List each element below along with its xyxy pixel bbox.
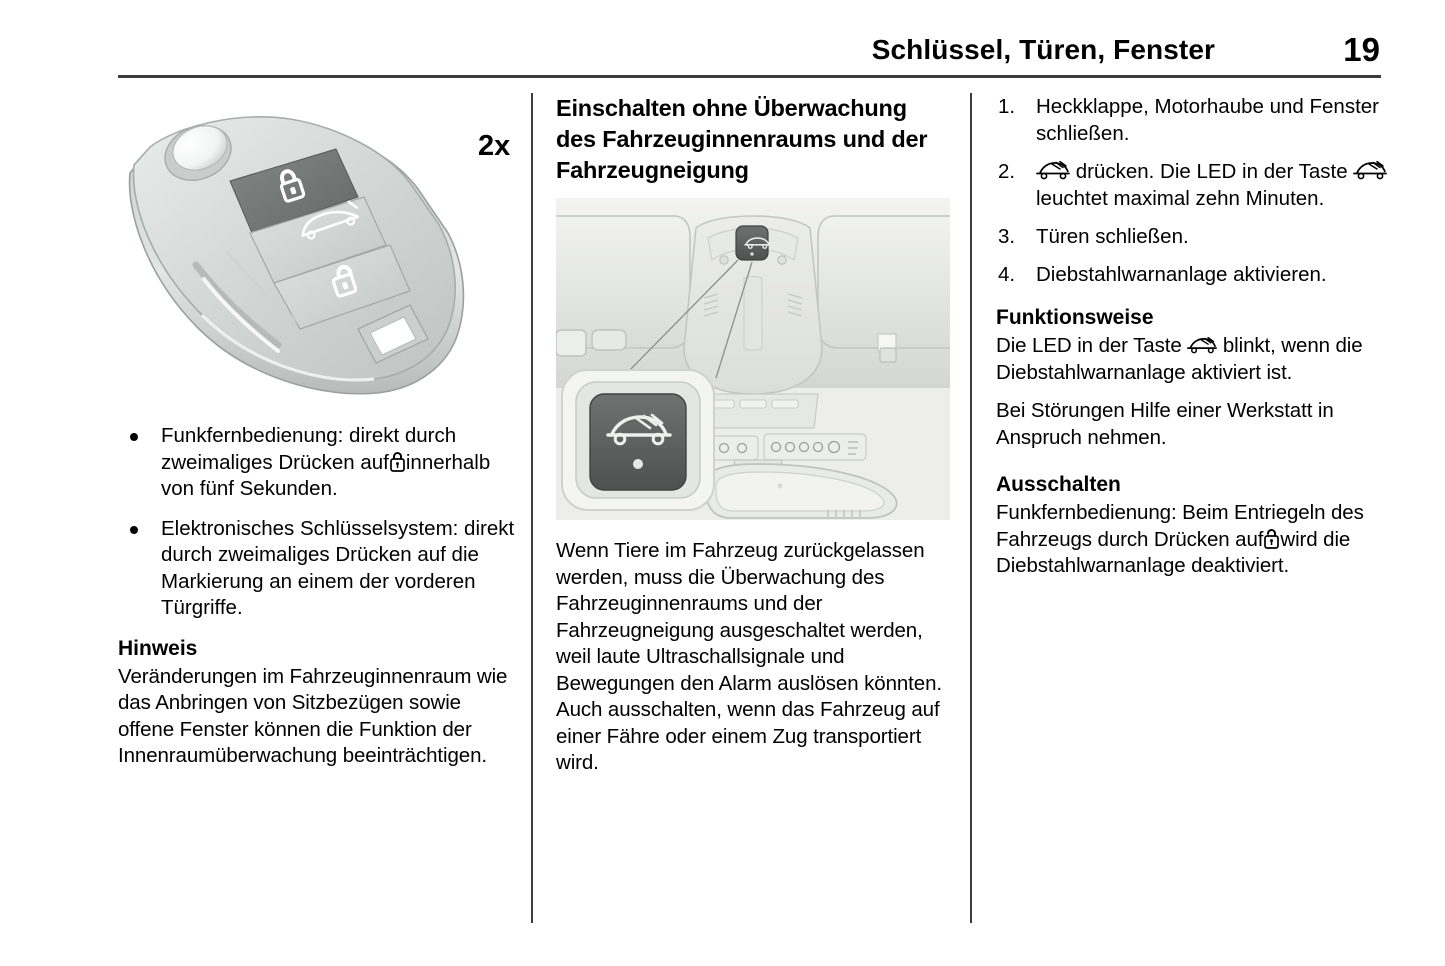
console-screw-right — [778, 256, 786, 264]
function-section — [996, 304, 1388, 451]
sun-visor-right — [818, 216, 950, 348]
car-alarm-icon — [1353, 160, 1387, 179]
deactivate-text-after: wird die Diebstahlwarnanlage deaktiviert. — [996, 527, 1351, 577]
list-item — [996, 93, 1388, 147]
list-item — [118, 516, 516, 622]
middle-column-heading: Einschalten ohne Überwachung des Fahrzeuginnenraums und der Fahrzeugneigung — [556, 95, 928, 183]
key-fob-figure — [118, 93, 518, 423]
bullet-text-part2: innerhalb von fünf Sekunden. — [161, 450, 491, 500]
deactivate-heading: Ausschalten — [996, 473, 1121, 496]
console-screw-left — [720, 256, 728, 264]
step-number: 1. — [998, 95, 1016, 118]
list-item — [996, 261, 1388, 288]
sun-visor-left — [556, 216, 690, 348]
middle-column — [556, 93, 952, 777]
bullet-dot — [130, 433, 138, 441]
function-paragraph-2: Bei Störungen Hilfe einer Werkstatt in Anspruch nehmen. — [996, 399, 1334, 449]
column-divider-1 — [531, 93, 533, 923]
bullet-text-part1: Funkfernbedienung: direkt durch zweimaliges Drücken auf — [161, 424, 457, 474]
car-alarm-icon — [1187, 335, 1217, 352]
alarm-button-magnified — [590, 394, 686, 490]
deactivate-section — [996, 471, 1388, 580]
car-alarm-icon — [1036, 160, 1070, 179]
step-text: Türen schließen. — [1036, 225, 1189, 248]
step-number: 3. — [998, 225, 1016, 248]
function-paragraph-1 — [996, 333, 1388, 386]
console-control-group-right — [764, 434, 866, 460]
bullet-text-part1: Elektronisches Schlüsselsystem: direkt durch zweimaliges Drücken auf die Markierung an einem der vorderen Türgriffe. — [161, 516, 515, 619]
multiplier-label: 2x — [478, 130, 511, 162]
page-number: 19 — [1343, 31, 1380, 68]
left-bullet-list — [118, 423, 516, 622]
deactivate-text-before: Funkfernbedienung: Beim Entriegeln des Fahrzeugs durch Drücken auf — [996, 501, 1364, 551]
bullet-dot — [130, 526, 138, 534]
step-text-part2: drücken. Die LED in der Taste — [1075, 160, 1348, 183]
lock-open-icon — [1263, 528, 1280, 549]
key-fob-illustration — [118, 93, 518, 423]
list-item — [118, 423, 516, 503]
step-text-part3: leuchtet maximal zehn Minuten. — [1036, 187, 1325, 210]
right-column — [996, 93, 1388, 580]
alarm-button-led — [633, 459, 643, 469]
function-heading: Funktionsweise — [996, 306, 1154, 329]
list-item — [996, 223, 1388, 250]
overhead-console-illustration — [556, 198, 950, 520]
deactivate-paragraph — [996, 500, 1388, 580]
activation-steps-list — [996, 93, 1388, 288]
step-number: 2. — [998, 160, 1016, 183]
step-text: Heckklappe, Motorhaube und Fenster schließen. — [1036, 95, 1380, 145]
list-item — [996, 158, 1388, 212]
header-divider-rule — [118, 75, 1381, 78]
note-body: Veränderungen im Fahrzeuginnenraum wie das Anbringen von Sitzbezügen sowie offene Fenster können die Funktion der Innenraumüberwachung beeinträchtigen. — [118, 664, 508, 767]
step-number: 4. — [998, 263, 1016, 286]
middle-column-body: Wenn Tiere im Fahrzeug zurückgelassen werden, muss die Überwachung des Fahrzeuginnenraums und der Fahrzeugneigung ausgeschaltet werden, weil laute Ultraschallsignale und Bewegungen den Alarm auslösen könnten. Auch ausschalten, wenn das Fahrzeug auf einer Fähre oder einem Zug transportiert wird. — [556, 539, 942, 774]
page-title: Schlüssel, Türen, Fenster — [871, 34, 1215, 65]
lock-closed-icon — [389, 451, 406, 472]
note-block — [118, 635, 516, 770]
page-header — [118, 31, 1380, 76]
note-heading: Hinweis — [118, 636, 198, 660]
overhead-console-figure — [556, 198, 950, 520]
column-divider-2 — [970, 93, 972, 923]
left-column — [118, 93, 516, 770]
function-text-before: Die LED in der Taste — [996, 334, 1182, 357]
function-text-after: blinkt, wenn die Diebstahlwarnanlage aktiviert ist. — [996, 334, 1363, 384]
step-text: Diebstahlwarnanlage aktivieren. — [1036, 263, 1327, 286]
